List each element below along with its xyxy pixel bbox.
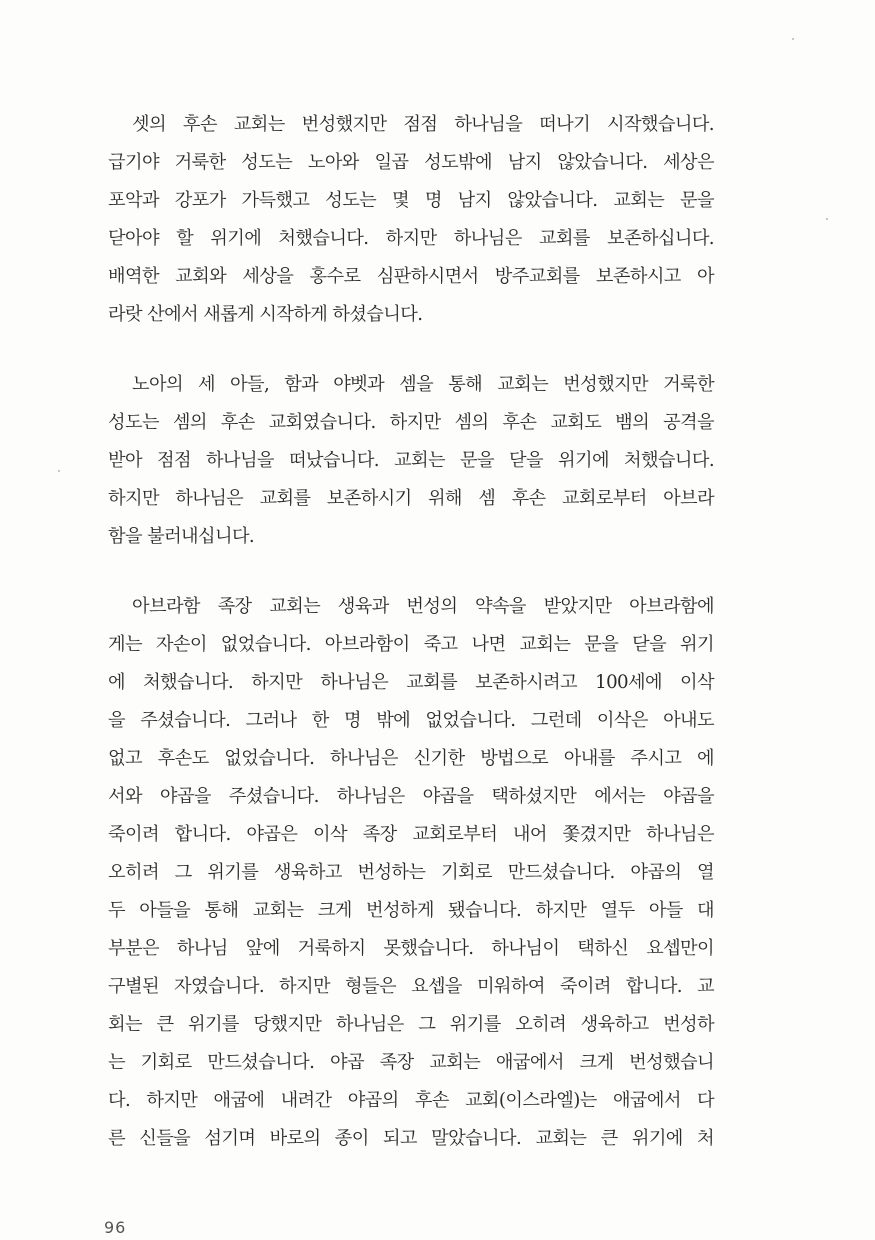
paragraph-line: 아브라함 족장 교회는 생육과 번성의 약속을 받았지만 아브라함에 [132,596,714,617]
paragraph-line: 회는 큰 위기를 당했지만 하나님은 그 위기를 오히려 생육하고 번성하 [108,1014,714,1035]
paragraph-line: 죽이려 합니다. 야곱은 이삭 족장 교회로부터 내어 쫓겼지만 하나님은 [108,824,714,845]
paragraph-line: 라랏 산에서 새롭게 시작하게 하셨습니다. [108,304,423,325]
paragraph-line: 노아의 세 아들, 함과 야벳과 셈을 통해 교회는 번성했지만 거룩한 [132,374,714,395]
paragraph-line: 게는 자손이 없었습니다. 아브라함이 죽고 나면 교회는 문을 닫을 위기 [108,634,714,655]
paragraph-line: 함을 불러내십니다. [108,526,255,547]
paragraph-line: 는 기회로 만드셨습니다. 야곱 족장 교회는 애굽에서 크게 번성했습니 [108,1052,714,1073]
paragraph-2 [108,366,714,556]
page-number: 96 [104,1218,127,1237]
paragraph-line: 닫아야 할 위기에 처했습니다. 하지만 하나님은 교회를 보존하십니다. [108,228,714,249]
paragraph-line: 다. 하지만 애굽에 내려간 야곱의 후손 교회(이스라엘)는 애굽에서 다 [108,1090,714,1111]
paragraph-line: 두 아들을 통해 교회는 크게 번성하게 됐습니다. 하지만 열두 아들 대 [108,900,714,921]
paragraph-line: 부분은 하나님 앞에 거룩하지 못했습니다. 하나님이 택하신 요셉만이 [108,938,714,959]
paper-speck [826,218,828,220]
paragraph-line: 에 처했습니다. 하지만 하나님은 교회를 보존하시려고 100세에 이삭 [108,672,714,693]
paragraph-line: 을 주셨습니다. 그러나 한 명 밖에 없었습니다. 그런데 이삭은 아내도 [108,710,714,731]
paragraph-line: 급기야 거룩한 성도는 노아와 일곱 성도밖에 남지 않았습니다. 세상은 [108,152,714,173]
paragraph-line: 오히려 그 위기를 생육하고 번성하는 기회로 만드셨습니다. 야곱의 열 [108,862,714,883]
paper-speck [58,470,60,472]
paragraph-1 [108,106,714,334]
paragraph-line: 없고 후손도 없었습니다. 하나님은 신기한 방법으로 아내를 주시고 에 [108,748,714,769]
paragraph-line: 셋의 후손 교회는 번성했지만 점점 하나님을 떠나기 시작했습니다. [132,114,714,135]
paragraph-line: 성도는 셈의 후손 교회였습니다. 하지만 셈의 후손 교회도 뱀의 공격을 [108,412,714,433]
paragraph-line: 하지만 하나님은 교회를 보존하시기 위해 셈 후손 교회로부터 아브라 [108,488,714,509]
paragraph-line: 서와 야곱을 주셨습니다. 하나님은 야곱을 택하셨지만 에서는 야곱을 [108,786,714,807]
paragraph-3 [108,588,714,1158]
paragraph-line: 받아 점점 하나님을 떠났습니다. 교회는 문을 닫을 위기에 처했습니다. [108,450,714,471]
paper-speck [792,38,794,40]
paragraph-line: 배역한 교회와 세상을 홍수로 심판하시면서 방주교회를 보존하시고 아 [108,266,714,287]
paragraph-line: 른 신들을 섬기며 바로의 종이 되고 말았습니다. 교회는 큰 위기에 처 [108,1128,714,1149]
paragraph-line: 포악과 강포가 가득했고 성도는 몇 명 남지 않았습니다. 교회는 문을 [108,190,714,211]
paragraph-line: 구별된 자였습니다. 하지만 형들은 요셉을 미워하여 죽이려 합니다. 교 [108,976,714,997]
